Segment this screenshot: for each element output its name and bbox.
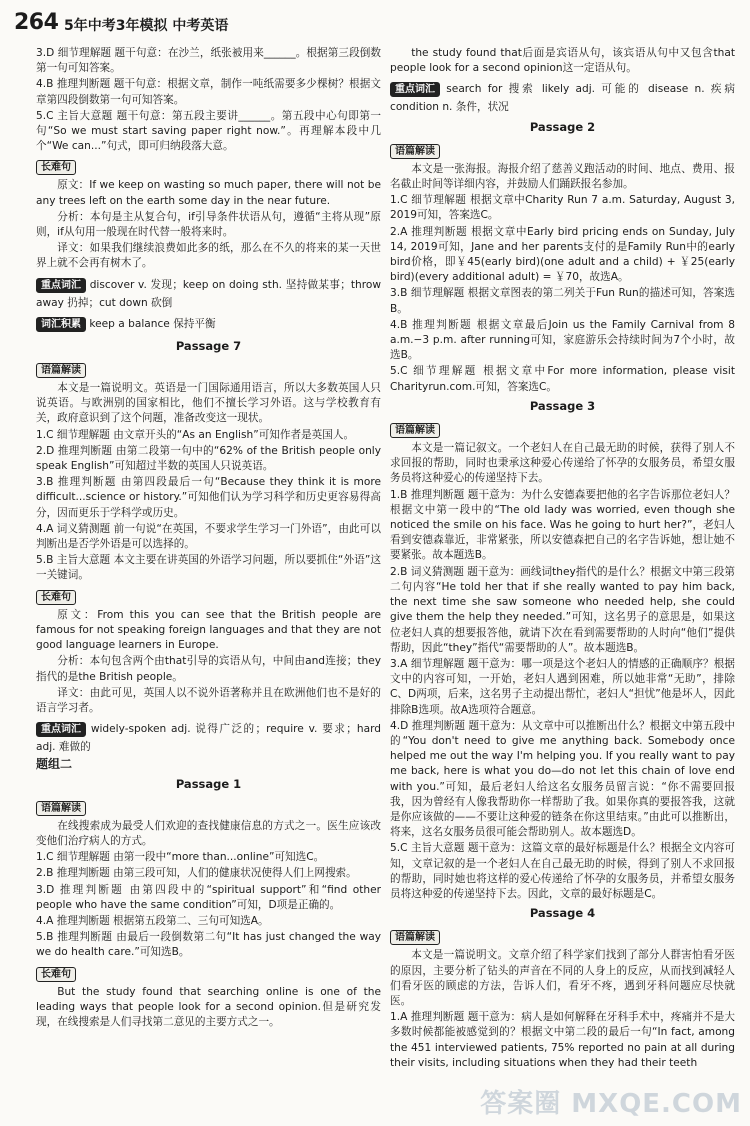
- paragraph: [36, 930, 381, 960]
- passage-title: Passage 7: [175, 338, 242, 353]
- paragraph: [36, 717, 381, 755]
- paragraph: [390, 565, 735, 656]
- passage-title: Passage 3: [529, 398, 596, 413]
- paragraph-text: 原文：If we keep on wasting so much paper, there will not be any trees left on the earth some day in the near future.: [36, 179, 381, 207]
- paragraph-text: 4.A 词义猜测题 前一句说“在英国，不要求学生学习一门外语”，由此可以判断出是否学外语是可以选择的。: [36, 522, 381, 551]
- paragraph: [36, 819, 381, 849]
- paragraph: [36, 428, 381, 443]
- paragraph-text: 本文是一篇说明文。英语是一门国际通用语言，所以大多数英国人只说英语。与欧洲别的国家相比，他们不擅长学习外语。这与学校教育有关，政府意识到了这个问题，准备改变这一现状。: [36, 382, 381, 425]
- paragraph: [390, 193, 735, 223]
- vocab-tag: 重点词汇: [36, 722, 86, 737]
- paragraph-text: 3.A 细节理解题 题干意为：哪一项是这个老妇人的情感的正确顺序？根据文中的内容可知，一开始，老妇人遇到困难，所以她非常“无助”，排除C、D两项，后来，这名男子主动提出帮忙，老妇人“担忧”他是坏人，因此排除B选项。故A选项符合题意。: [390, 657, 735, 716]
- section-tag: 长难句: [36, 590, 76, 605]
- paragraph-text: search for 搜索 likely adj. 可能的 disease n. 疾病 condition n. 条件，状况: [390, 83, 735, 114]
- paragraph-text: discover v. 发现；keep on doing sth. 坚持做某事；throw away 扔掉；cut down 砍倒: [36, 278, 381, 309]
- section-tag: 语篇解读: [390, 144, 440, 159]
- section-tag-row: [390, 418, 735, 441]
- paragraph-text: 本文是一篇记叙文。一个老妇人在自己最无助的时候，获得了别人不求回报的帮助，同时也秉承这种爱心传递给了怀孕的女服务员，希望女服务员将这种爱心的传递坚持下去。: [390, 442, 735, 485]
- group-title: 题组二: [36, 757, 73, 772]
- paragraph-text: 本文是一篇说明文。文章介绍了科学家们找到了部分人群害怕看牙医的原因，主要分析了钻头的声音在不同的人身上的反应，从而找到减轻人们看牙医的顾虑的方法，告诉人们，看牙不疼，遇到牙科问题应尽快就医。: [390, 949, 735, 1007]
- paragraph-text: 2.A 推理判断题 根据文章中Early bird pricing ends on Sunday, July 14, 2019可知，Jane and her parents支付的是Family Run中的early bird价格，即￥45(early bird)(one adult and a child) + ￥25(early bird)(every additional adult) = ￥70，故选A。: [390, 225, 735, 284]
- passage-title: Passage 1: [175, 776, 242, 791]
- paragraph: [36, 608, 381, 654]
- paragraph-text: the study found that后面是宾语从句，该宾语从句中又包含that people look for a second opinion这一定语从句。: [390, 47, 735, 75]
- paragraph: [390, 841, 735, 902]
- paragraph-text: 在线搜索成为最受人们欢迎的查找健康信息的方式之一。医生应该改变他们治疗病人的方式。: [36, 819, 381, 847]
- paragraph-text: 原文：From this you can see that the British people are famous for not speaking foreign languages and that they are not good language learners in Europe.: [36, 608, 381, 652]
- left-column: [36, 46, 381, 1031]
- paragraph-text: keep a balance 保持平衡: [89, 317, 216, 330]
- paragraph: [36, 444, 381, 474]
- paragraph: [390, 441, 735, 487]
- paragraph: [390, 46, 735, 76]
- paragraph: [36, 522, 381, 552]
- paragraph-text: 1.C 细节理解题 根据文章中Charity Run 7 a.m. Saturday, August 3, 2019可知，答案选C。: [390, 194, 735, 222]
- passage-title: Passage 4: [529, 906, 596, 921]
- vocab-tag: 重点词汇: [36, 278, 86, 293]
- paragraph-text: 1.A 推理判断题 题干意为：病人是如何解释在牙科手术中，疼痛并不是大多数时候都能被感觉到的？根据文中第二段的最后一句“In fact, among the 451 interviewed patients, 75% reported no pain at all during their visits, including situations when they had their teeth: [390, 1011, 735, 1069]
- section-tag-row: [36, 585, 381, 608]
- paragraph-text: 3.D 细节理解题 题干句意：在沙兰，纸张被用来______。根据第三段倒数第一句可知答案。: [36, 47, 381, 75]
- paragraph: [390, 225, 735, 286]
- paragraph: [36, 273, 381, 311]
- paragraph-text: 2.B 词义猜测题 题干意为：画线词they指代的是什么？根据文中第三段第二句内容“He told her that if she really wanted to pay him back, the next time she saw someone who needed help, she could give them the help they needed.”可知，这名男子的意思是，如果这位老妇人真的想要报答他，就请下次在看到需要帮助的人时向“他们”提供帮助，因此“they”指代“需要帮助的人”。故本题选B。: [390, 565, 735, 654]
- paragraph-text: But the study found that searching online is one of the leading ways that people look for a second opinion.但是研究发现，在线搜索是人们寻找第二意见的主要方式之一。: [36, 985, 381, 1028]
- section-tag: 语篇解读: [36, 363, 86, 378]
- paragraph: [36, 985, 381, 1031]
- section-tag-row: [390, 925, 735, 948]
- paragraph: [36, 475, 381, 521]
- paragraph: [36, 914, 381, 929]
- vocab-tag: 重点词汇: [390, 82, 440, 97]
- paragraph-text: 5.C 细节理解题 根据文章中For more information, please visit Charityrun.com.可知，答案选C。: [390, 365, 735, 393]
- passage-title: Passage 2: [529, 119, 596, 134]
- section-tag-row: [36, 155, 381, 178]
- section-tag-row: [36, 962, 381, 985]
- paragraph: [390, 488, 735, 564]
- paragraph: [390, 948, 735, 1009]
- paragraph-text: 3.B 细节理解题 根据文章图表的第二列关于Fun Run的描述可知，答案选B。: [390, 287, 735, 315]
- section-tag-row: [36, 796, 381, 819]
- right-column: [390, 46, 735, 1072]
- paragraph-text: 4.A 推理判断题 根据第五段第二、三句可知选A。: [36, 914, 269, 927]
- paragraph-text: 3.B 推理判断题 由第四段最后一句“Because they think it is more difficult...science or history.”可知他们认为学习科学和历史更容易得高分，因而更乐于学科学或历史。: [36, 476, 381, 519]
- paragraph: [36, 46, 381, 76]
- paragraph-text: 1.B 推理判断题 题干意为：为什么安德森要把他的名字告诉那位老妇人？根据文中第一段中的“The old lady was worried, even though she noticed the smile on his face. Was he going to hurt her?”，老妇人看到安德森靠近，非常紧张，所以安德森把自己的名字告诉她，想让她不要紧张。故本题选B。: [390, 488, 735, 562]
- section-tag: 语篇解读: [390, 423, 440, 438]
- paragraph: [390, 318, 735, 364]
- paragraph: [36, 654, 381, 684]
- paragraph: [36, 312, 381, 335]
- paragraph: [36, 381, 381, 427]
- paragraph-text: 本文是一张海报。海报介绍了慈善义跑活动的时间、地点、费用、报名截止时间等详细内容，并鼓励人们踊跃报名参加。: [390, 162, 735, 191]
- section-tag-row: [390, 139, 735, 162]
- section-tag: 语篇解读: [390, 930, 440, 945]
- paragraph-text: 分析：本句是主从复合句，if引导条件状语从句，遵循“主将从现”原则，if从句用一般现在时代替一般将来时。: [36, 210, 381, 239]
- paragraph-text: 2.D 推理判断题 由第二段第一句中的“62% of the British people only speak English”可知超过半数的英国人只说英语。: [36, 444, 381, 473]
- paragraph-text: 4.D 推理判断题 题干意为：从文章中可以推断出什么？根据文中第五段中的“You don't need to give me anything back. Somebody once helped me out the way I'm helping you. If you really want to pay me back, here is what you do—do not let this chain of love end with you.”可知，最后老妇人给这名女服务员留言说：“你不需要回报我，因为曾经有人像我帮助你一样帮助了我。如果你真的要报答我，这就是你应该做的——不要让这种爱的链条在你这里结束。”由此可以推断出，将来，这名女服务员很可能会帮助别人。故本题选D。: [390, 719, 735, 839]
- watermark-logo: 答案圈 MXQE.COM: [480, 1089, 742, 1119]
- paragraph-text: 译文：由此可见，英国人以不说外语著称并且在欧洲他们也不是好的语言学习者。: [36, 686, 381, 714]
- page-number: 264: [14, 10, 59, 35]
- paragraph: [36, 109, 381, 155]
- paragraph-text: 5.B 主旨大意题 本文主要在讲英国的外语学习问题，所以要抓住“外语”这一关键词。: [36, 554, 381, 582]
- paragraph-text: 5.B 推理判断题 由最后一段倒数第二句“It has just changed the way we do health care.”可知选B。: [36, 931, 381, 959]
- book-title: 5年中考3年模拟 中考英语: [64, 18, 229, 34]
- paragraph-text: 5.C 主旨大意题 题干意为：这篇文章的最好标题是什么？根据全文内容可知，文章记叙的是一个老妇人在自己最无助的时候，得到了别人不求回报的帮助，同时她也将这样的爱心传递给了怀孕的女服务员，并希望女服务员将这种爱的传递坚持下去。因此，文章的最好标题是C。: [390, 842, 735, 900]
- paragraph-text: 分析：本句包含两个由that引导的宾语从句，中间由and连接；they指代的是the British people。: [36, 655, 381, 683]
- paragraph: [36, 866, 381, 881]
- paragraph-text: widely-spoken adj. 说得广泛的；require v. 要求；hard adj. 难做的: [36, 723, 381, 754]
- paragraph: [390, 162, 735, 192]
- paragraph: [390, 77, 735, 115]
- paragraph-text: 4.B 推理判断题 根据文章最后Join us the Family Carnival from 8 a.m.−3 p.m. after running可知，家庭游乐会持续时间为7个小时，故选B。: [390, 318, 735, 362]
- paragraph-text: 译文：如果我们继续浪费如此多的纸，那么在不久的将来的某一天世界上就不会再有树木了。: [36, 242, 381, 270]
- paragraph: [36, 883, 381, 913]
- paragraph: [36, 241, 381, 271]
- paragraph: [36, 77, 381, 107]
- vocab-tag: 词汇积累: [36, 317, 86, 332]
- section-tag: 语篇解读: [36, 801, 86, 816]
- paragraph: [36, 850, 381, 865]
- paragraph: [390, 364, 735, 394]
- paragraph: [390, 657, 735, 718]
- paragraph-text: 4.B 推理判断题 题干句意：根据文章，制作一吨纸需要多少棵树？根据文章第四段倒数第一句可知答案。: [36, 78, 381, 106]
- paragraph: [36, 553, 381, 583]
- section-tag: 长难句: [36, 160, 76, 175]
- page-header: [0, 0, 750, 50]
- paragraph: [390, 286, 735, 316]
- section-tag-row: [36, 358, 381, 381]
- section-tag: 长难句: [36, 967, 76, 982]
- paragraph-text: 1.C 细节理解题 由第一段中“more than...online”可知选C。: [36, 851, 325, 864]
- paragraph-text: 3.D 推理判断题 由第四段中的“spiritual support”和“find other people who have the same condition”可知，D项是正确的。: [36, 883, 381, 911]
- paragraph: [36, 178, 381, 208]
- paragraph: [36, 210, 381, 240]
- paragraph: [390, 719, 735, 841]
- paragraph-text: 5.C 主旨大意题 题干句意：第五段主要讲______。第五段中心句即第一句“So we must start saving paper right now.”。再理解本段中几个“We can...”句式，即可归纳段落大意。: [36, 109, 381, 153]
- paragraph: [36, 686, 381, 716]
- paragraph-text: 2.B 推理判断题 由第三段可知，人们的健康状况使得人们上网搜索。: [36, 867, 357, 880]
- paragraph-text: 1.C 细节理解题 由文章开头的“As an English”可知作者是英国人。: [36, 428, 355, 441]
- paragraph: [390, 1010, 735, 1071]
